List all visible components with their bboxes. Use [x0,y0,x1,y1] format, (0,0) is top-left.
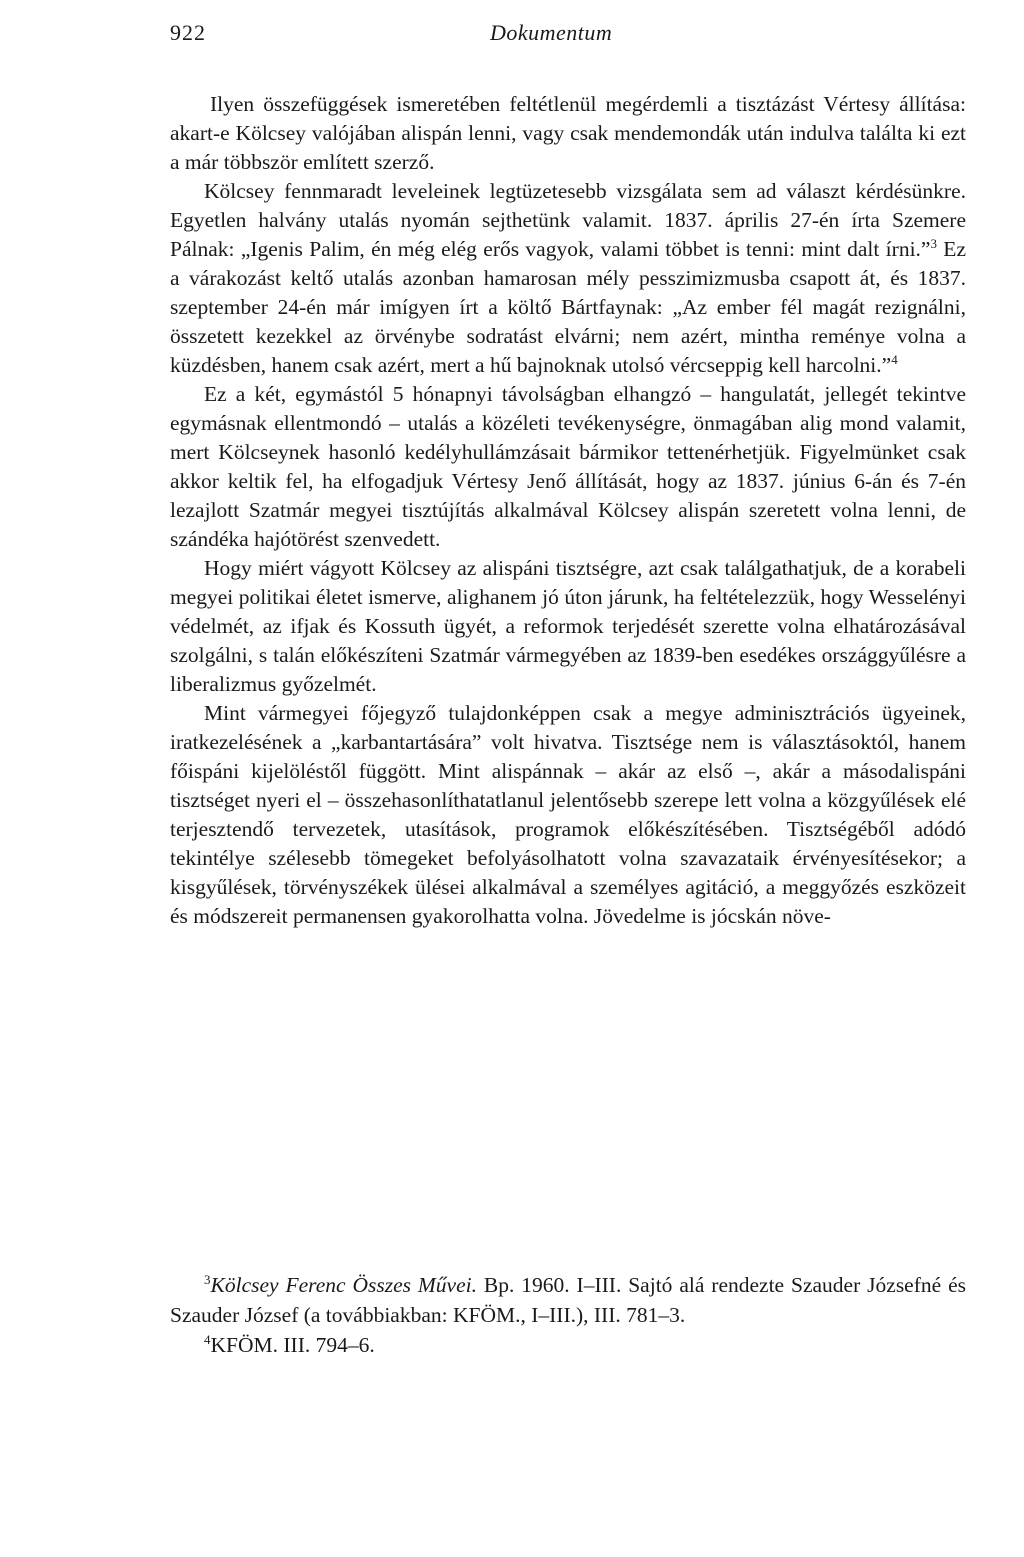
paragraph-text: Kölcsey fennmaradt leveleinek legtüzetesebb vizsgálata sem ad választ kérdésünkre. Egyetlen halvány utalás nyomán sejthetünk valamit. 1837. április 27-én írta Szemere Pálnak: „Igenis Palim, én még elég erős vagyok, valami többet is tenni: mint dalt írni.” [170,179,966,261]
footnote-mark: 4 [204,1332,211,1347]
footnote-text: KFÖM. III. 794–6. [210,1333,375,1357]
paragraph-text: Ez a várakozást keltő utalás azonban hamarosan mély pesszimizmusba csapott át, és 1837. szeptember 24-én már imígyen írt a költő Bártfaynak: „Az ember fél magát rezignálni, összetett kezekkel az örvénybe sodratást elvárni; nem azért, mintha reménye volna a küzdésben, hanem csak azért, mert a hű bajnoknak utolsó vércseppig kell harcolni.” [170,237,966,377]
page-number: 922 [170,20,206,45]
footnotes [170,1270,966,1360]
footnote [170,1270,966,1330]
paragraph: Hogy miért vágyott Kölcsey az alispáni tisztségre, azt csak találgathatjuk, de a korabeli megyei politikai életet ismerve, alighanem jó úton járunk, ha feltételezzük, hogy Wesselényi védelmét, az ifjak és Kossuth ügyét, a reformok terjedését szerette volna elhatározásával szolgálni, s talán előkészíteni Szatmár vármegyében az 1839-ben esedékes országgyűlésre a liberalizmus győzelmét. [170,556,966,696]
running-head [170,18,966,48]
document-page [170,0,966,1557]
footnote-reference: 3 [930,236,937,251]
footnote-mark: 3 [204,1272,211,1287]
footnote [170,1330,966,1360]
footnote-text: Bp. 1960. I–III. Sajtó alá rendezte Szauder Józsefné és Szauder József (a továbbiakban: KFÖM., I–III.), III. 781–3. [170,1273,966,1327]
footnote-reference: 4 [891,352,898,367]
paragraph: Mint vármegyei főjegyző tulajdonképpen csak a megye adminisztrációs ügyeinek, iratkezelésének a „karbantartására” volt hivatva. Tisztsége nem is választásoktól, hanem főispáni kijelöléstől függött. Mint alispánnak – akár az első –, akár a másodalispáni tisztséget nyeri el – összehasonlíthatatlanul jelentősebb szerepe lett volna a közgyűlések elé terjesztendő tervezetek, utasítások, programok előkészítésében. Tisztségéből adódó tekintélye szélesebb tömegeket befolyásolhatott volna szavazataik érvényesítésekor; a kisgyűlések, törvényszékek ülései alkalmával a személyes agitáció, a meggyőzés eszközeit és módszereit permanensen gyakorolhatta volna. Jövedelme is jócskán növe- [170,701,966,928]
footnote-title: Kölcsey Ferenc Összes Művei. [210,1273,477,1297]
paragraph [170,177,966,380]
running-title: Dokumentum [490,20,613,45]
paragraph: Ez a két, egymástól 5 hónapnyi távolságban elhangzó – hangulatát, jellegét tekintve egymásnak ellentmondó – utalás a közéleti tevékenységre, önmagában alig mond valamit, mert Kölcseynek hasonló kedélyhullámzásait bármikor tettenérhetjük. Figyelmünket csak akkor keltik fel, ha elfogadjuk Vértesy Jenő állítását, hogy az 1837. június 6-án és 7-én lezajlott Szatmár megyei tisztújítás alkalmával Kölcsey alispán szeretett volna lenni, de szándéka hajótörést szenvedett. [170,382,966,551]
body-text [170,90,966,931]
paragraph: Ilyen összefüggések ismeretében feltétlenül megérdemli a tisztázást Vértesy állítása: akart-e Kölcsey valójában alispán lenni, vagy csak mendemondák után indulva találta ki ezt a már többször említett szerző. [170,92,966,174]
